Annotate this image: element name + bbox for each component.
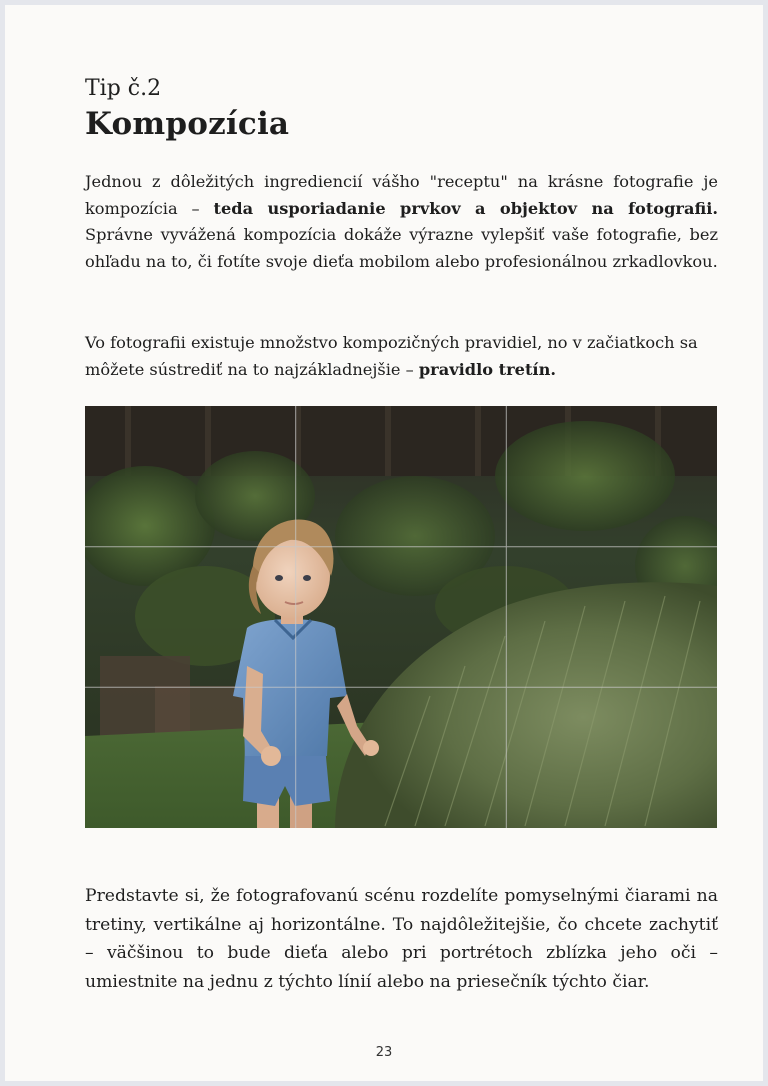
intro-paragraph <box>85 169 718 275</box>
page-title: Kompozícia <box>85 106 290 142</box>
rules-paragraph <box>85 330 718 383</box>
photo-illustration <box>85 406 717 828</box>
closing-paragraph: Predstavte si, že fotografovanú scénu rozdelíte pomyselnými čiarami na tretiny, vertikálne aj horizontálne. To najdôležitejšie, čo chcete zachytiť – väčšinou to bude dieťa alebo pri portrétoch zblízka jeho oči – umiestnite na jednu z týchto línií alebo na priesečník týchto čiar. <box>85 886 718 992</box>
tip-label: Tip č.2 <box>85 76 162 101</box>
intro-text-b: Správne vyvážená kompozícia dokáže výrazne vylepšiť vaše fotografie, bez ohľadu na to, či fotíte svoje dieťa mobilom alebo profesionálnou zrkadlovkou. <box>85 225 718 271</box>
child-photo <box>85 406 717 828</box>
rules-bold-text: pravidlo tretín. <box>418 359 556 379</box>
rules-text: Vo fotografii existuje množstvo kompozičných pravidiel, no v začiatkoch sa môžete sústrediť na to najzákladnejšie – <box>85 333 698 379</box>
document-page <box>5 5 763 1081</box>
intro-text-a: Jednou z dôležitých ingrediencií vášho "receptu" na krásne fotografie je kompozícia – <box>85 172 718 218</box>
intro-bold-text: teda usporiadanie prvkov a objektov na fotografii. <box>213 198 718 218</box>
page-number: 23 <box>375 1045 393 1060</box>
